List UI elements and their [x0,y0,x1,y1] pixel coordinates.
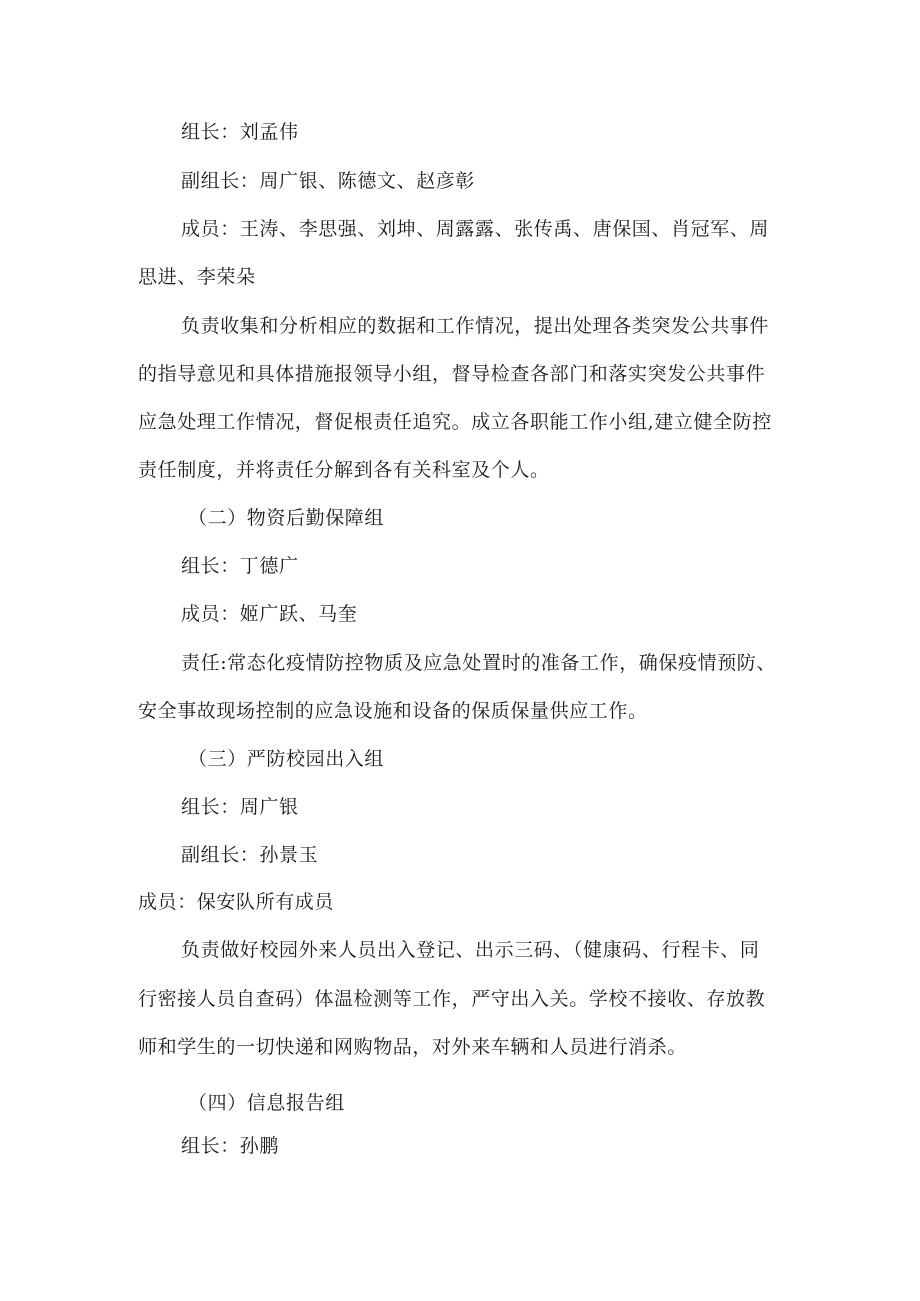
group1-members-line2: 思进、李荣朵 [138,266,256,288]
group1-leader: 组长：刘孟伟 [181,121,299,143]
group2-duty-line: 责任:常态化疫情防控物质及应急处置时的准备工作，确保疫情预防、 [181,652,777,674]
group3-duty-line: 师和学生的一切快递和网购物品，对外来车辆和人员进行消杀。 [138,1036,687,1058]
group1-duty-line: 负责收集和分析相应的数据和工作情况，提出处理各类突发公共事件 [181,315,770,337]
group2-leader: 组长：丁德广 [181,555,299,577]
group3-duty-line: 负责做好校园外来人员出入登记、出示三码、（健康码、行程卡、同 [181,939,760,961]
group2-heading: （二）物资后勤保障组 [188,507,385,529]
group1-members-line1: 成员：王涛、李思强、刘坤、周露露、张传禹、唐保国、肖冠军、周 [181,218,770,240]
group3-deputy: 副组长：孙景玉 [181,844,319,866]
group3-heading: （三）严防校园出入组 [188,748,385,770]
group1-duty-line: 责任制度，并将责任分解到各有关科室及个人。 [138,459,550,481]
group2-members: 成员：姬广跃、马奎 [181,603,358,625]
group1-duty-line: 的指导意见和具体措施报领导小组，督导检查各部门和落实突发公共事件 [138,363,766,385]
group3-members: 成员：保安队所有成员 [138,891,335,913]
group3-leader: 组长：周广银 [181,796,299,818]
group3-duty-line: 行密接人员自查码）体温检测等工作，严守出入关。学校不接收、存放教 [138,988,766,1010]
group4-heading: （四）信息报告组 [188,1092,345,1114]
group1-deputy: 副组长：周广银、陈德文、赵彦彰 [181,170,476,192]
group2-duty-line: 安全事故现场控制的应急设施和设备的保质保量供应工作。 [138,700,648,722]
group4-leader: 组长：孙鹏 [181,1135,280,1157]
group1-duty-line: 应急处理工作情况，督促根责任追究。成立各职能工作小组,建立健全防控 [138,411,772,433]
